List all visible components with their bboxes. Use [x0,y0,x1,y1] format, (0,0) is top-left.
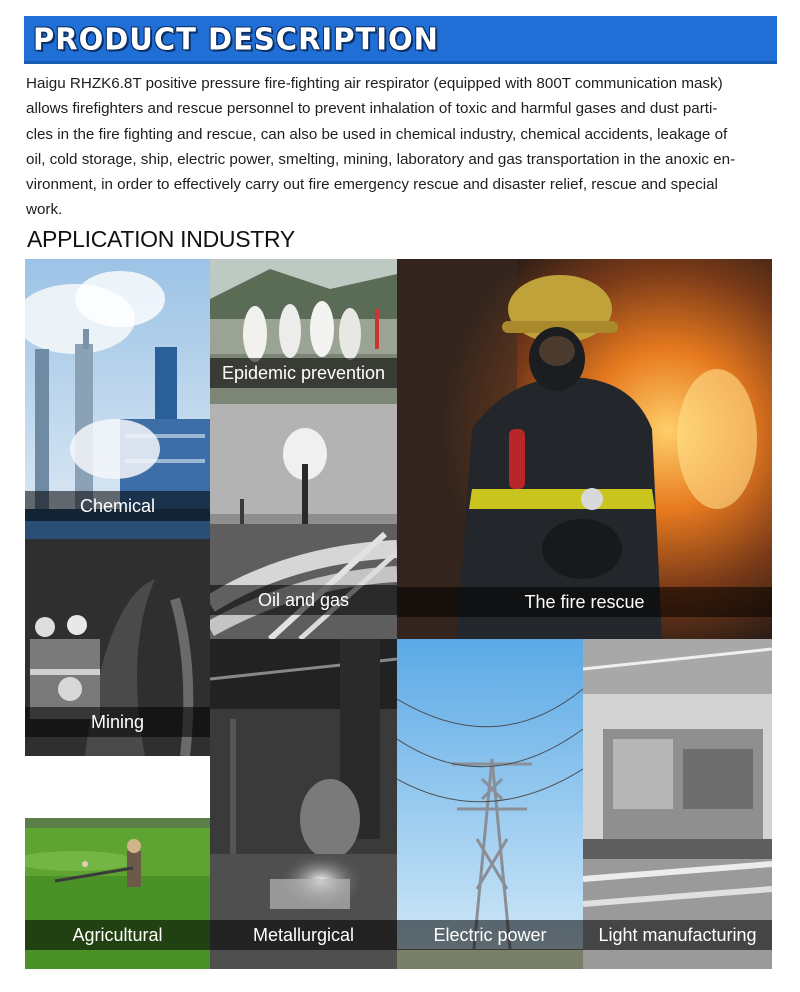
firefighter-image [397,259,772,639]
oil-and-gas-caption: Oil and gas [210,585,397,615]
oil-and-gas-tile [210,404,397,639]
fire-rescue-caption: The fire rescue [397,587,772,617]
chemical-tile [25,259,210,539]
description-line: work. [26,201,63,219]
description-line: Haigu RHZK6.8T positive pressure fire-fighting air respirator (equipped with 800T communication mask) [26,75,723,92]
light-manufacturing-tile [583,639,772,969]
electric-power-caption: Electric power [397,920,583,950]
description-line: allows firefighters and rescue personnel to prevent inhalation of toxic and harmful gases and dust parti- [26,100,718,118]
mining-caption: Mining [25,707,210,737]
description-line: oil, cold storage, ship, electric power, smelting, mining, laboratory and gas transportation in the anoxic en- [26,150,736,168]
agricultural-tile [25,756,210,969]
chemical-caption: Chemical [25,491,210,521]
epidemic-prevention-tile [210,259,397,404]
epidemic-prevention-caption: Epidemic prevention [210,358,397,388]
description-line: cles in the fire fighting and rescue, can also be used in chemical industry, chemical accidents, leakage of [26,125,728,143]
metallurgical-caption: Metallurgical [210,920,397,950]
light-manufacturing-caption: Light manufacturing [583,920,772,950]
product-description-text [26,71,776,223]
metallurgical-tile [210,639,397,969]
mining-tile [25,539,210,756]
fire-rescue-tile [397,259,772,639]
application-industry-heading: APPLICATION INDUSTRY [27,226,295,252]
banner-title: PRODUCT DESCRIPTION [33,21,439,57]
product-description-banner [24,16,777,64]
description-line: vironment, in order to effectively carry out fire emergency rescue and disaster relief, rescue and special [26,176,718,194]
agricultural-caption: Agricultural [25,920,210,950]
electric-power-tile [397,639,583,969]
